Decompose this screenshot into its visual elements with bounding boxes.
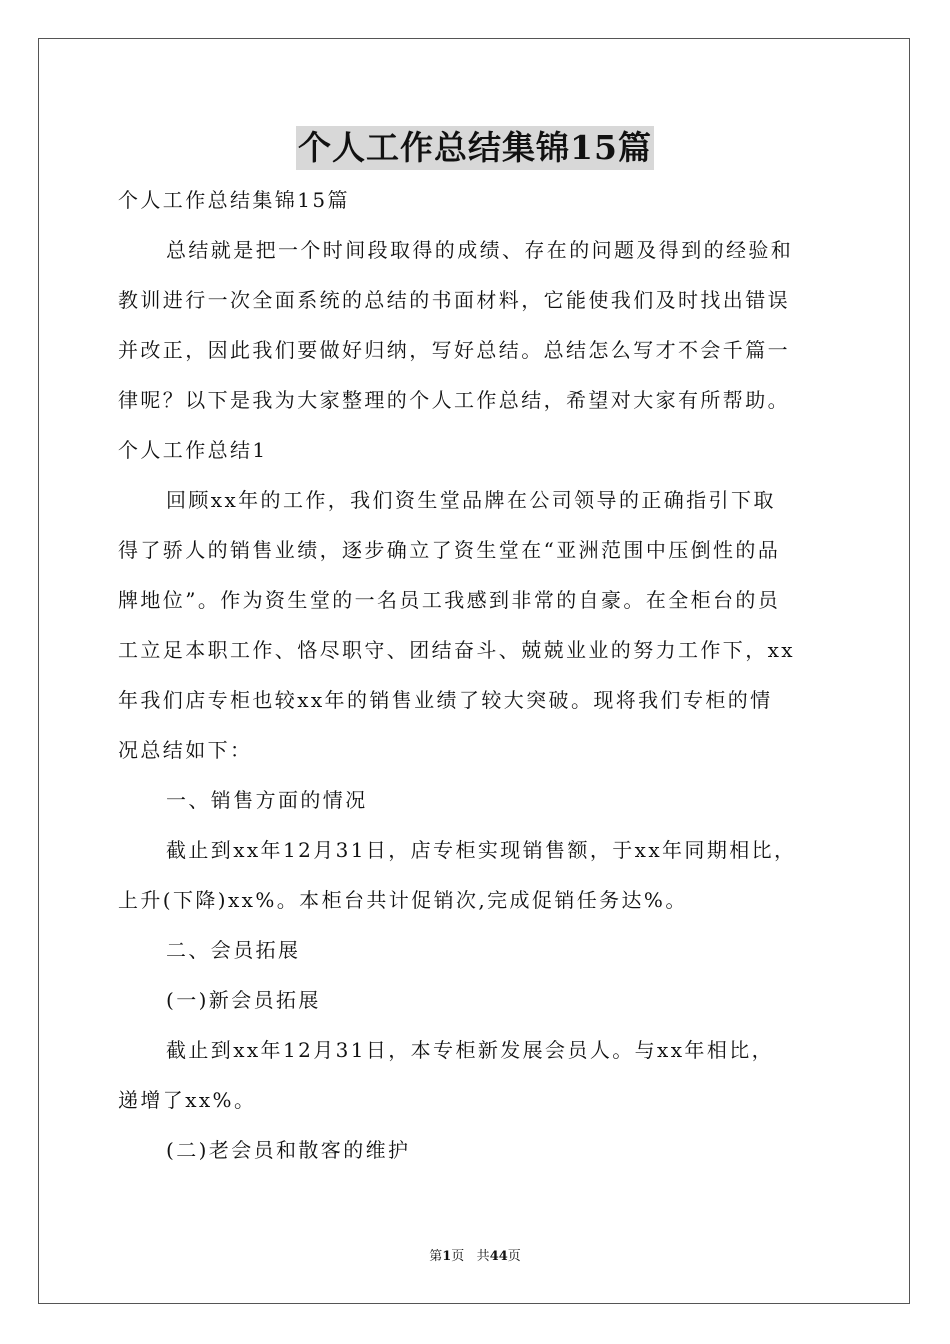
total-suffix: 页: [507, 1249, 521, 1264]
paragraph-line: 总结就是把一个时间段取得的成绩、存在的问题及得到的经验和: [166, 238, 794, 262]
subsection-heading: (二)老会员和散客的维护: [166, 1138, 411, 1162]
paragraph-line: 截止到xx年12月31日，本专柜新发展会员人。与xx年相比，: [166, 1038, 775, 1062]
paragraph-line: 并改正，因此我们要做好归纳，写好总结。总结怎么写才不会千篇一: [118, 338, 790, 362]
subtitle-line: 个人工作总结集锦15篇: [118, 188, 350, 212]
paragraph-line: 递增了xx%。: [118, 1088, 257, 1112]
subsection-heading: 二、会员拓展: [166, 938, 301, 962]
page-prefix: 第: [429, 1249, 443, 1264]
page-number: 1: [442, 1249, 452, 1264]
paragraph-line: 律呢？以下是我为大家整理的个人工作总结，希望对大家有所帮助。: [118, 388, 790, 412]
title-container: [0, 126, 950, 170]
paragraph-line: 截止到xx年12月31日，店专柜实现销售额，于xx年同期相比，: [166, 838, 797, 862]
total-pages: 44: [489, 1249, 508, 1264]
paragraph-line: 回顾xx年的工作，我们资生堂品牌在公司领导的正确指引下取: [166, 488, 776, 512]
subsection-heading: 一、销售方面的情况: [166, 788, 368, 812]
paragraph-line: 上升(下降)xx%。本柜台共计促销次,完成促销任务达%。: [118, 888, 688, 912]
page-suffix: 页: [451, 1249, 465, 1264]
section-heading: 个人工作总结1: [118, 438, 268, 462]
paragraph-line: 况总结如下：: [118, 738, 253, 762]
paragraph-line: 教训进行一次全面系统的总结的书面材料，它能使我们及时找出错误: [118, 288, 790, 312]
page-footer: [0, 1248, 950, 1266]
subsection-heading: (一)新会员拓展: [166, 988, 321, 1012]
paragraph-line: 牌地位”。作为资生堂的一名员工我感到非常的自豪。在全柜台的员: [118, 588, 781, 612]
document-title: 个人工作总结集锦15篇: [296, 126, 654, 170]
paragraph-line: 得了骄人的销售业绩，逐步确立了资生堂在“亚洲范围中压倒性的品: [118, 538, 781, 562]
total-prefix: 共: [476, 1249, 490, 1264]
page-border: [38, 38, 910, 1304]
paragraph-line: 工立足本职工作、恪尽职守、团结奋斗、兢兢业业的努力工作下，xx: [118, 638, 795, 662]
paragraph-line: 年我们店专柜也较xx年的销售业绩了较大突破。现将我们专柜的情: [118, 688, 773, 712]
